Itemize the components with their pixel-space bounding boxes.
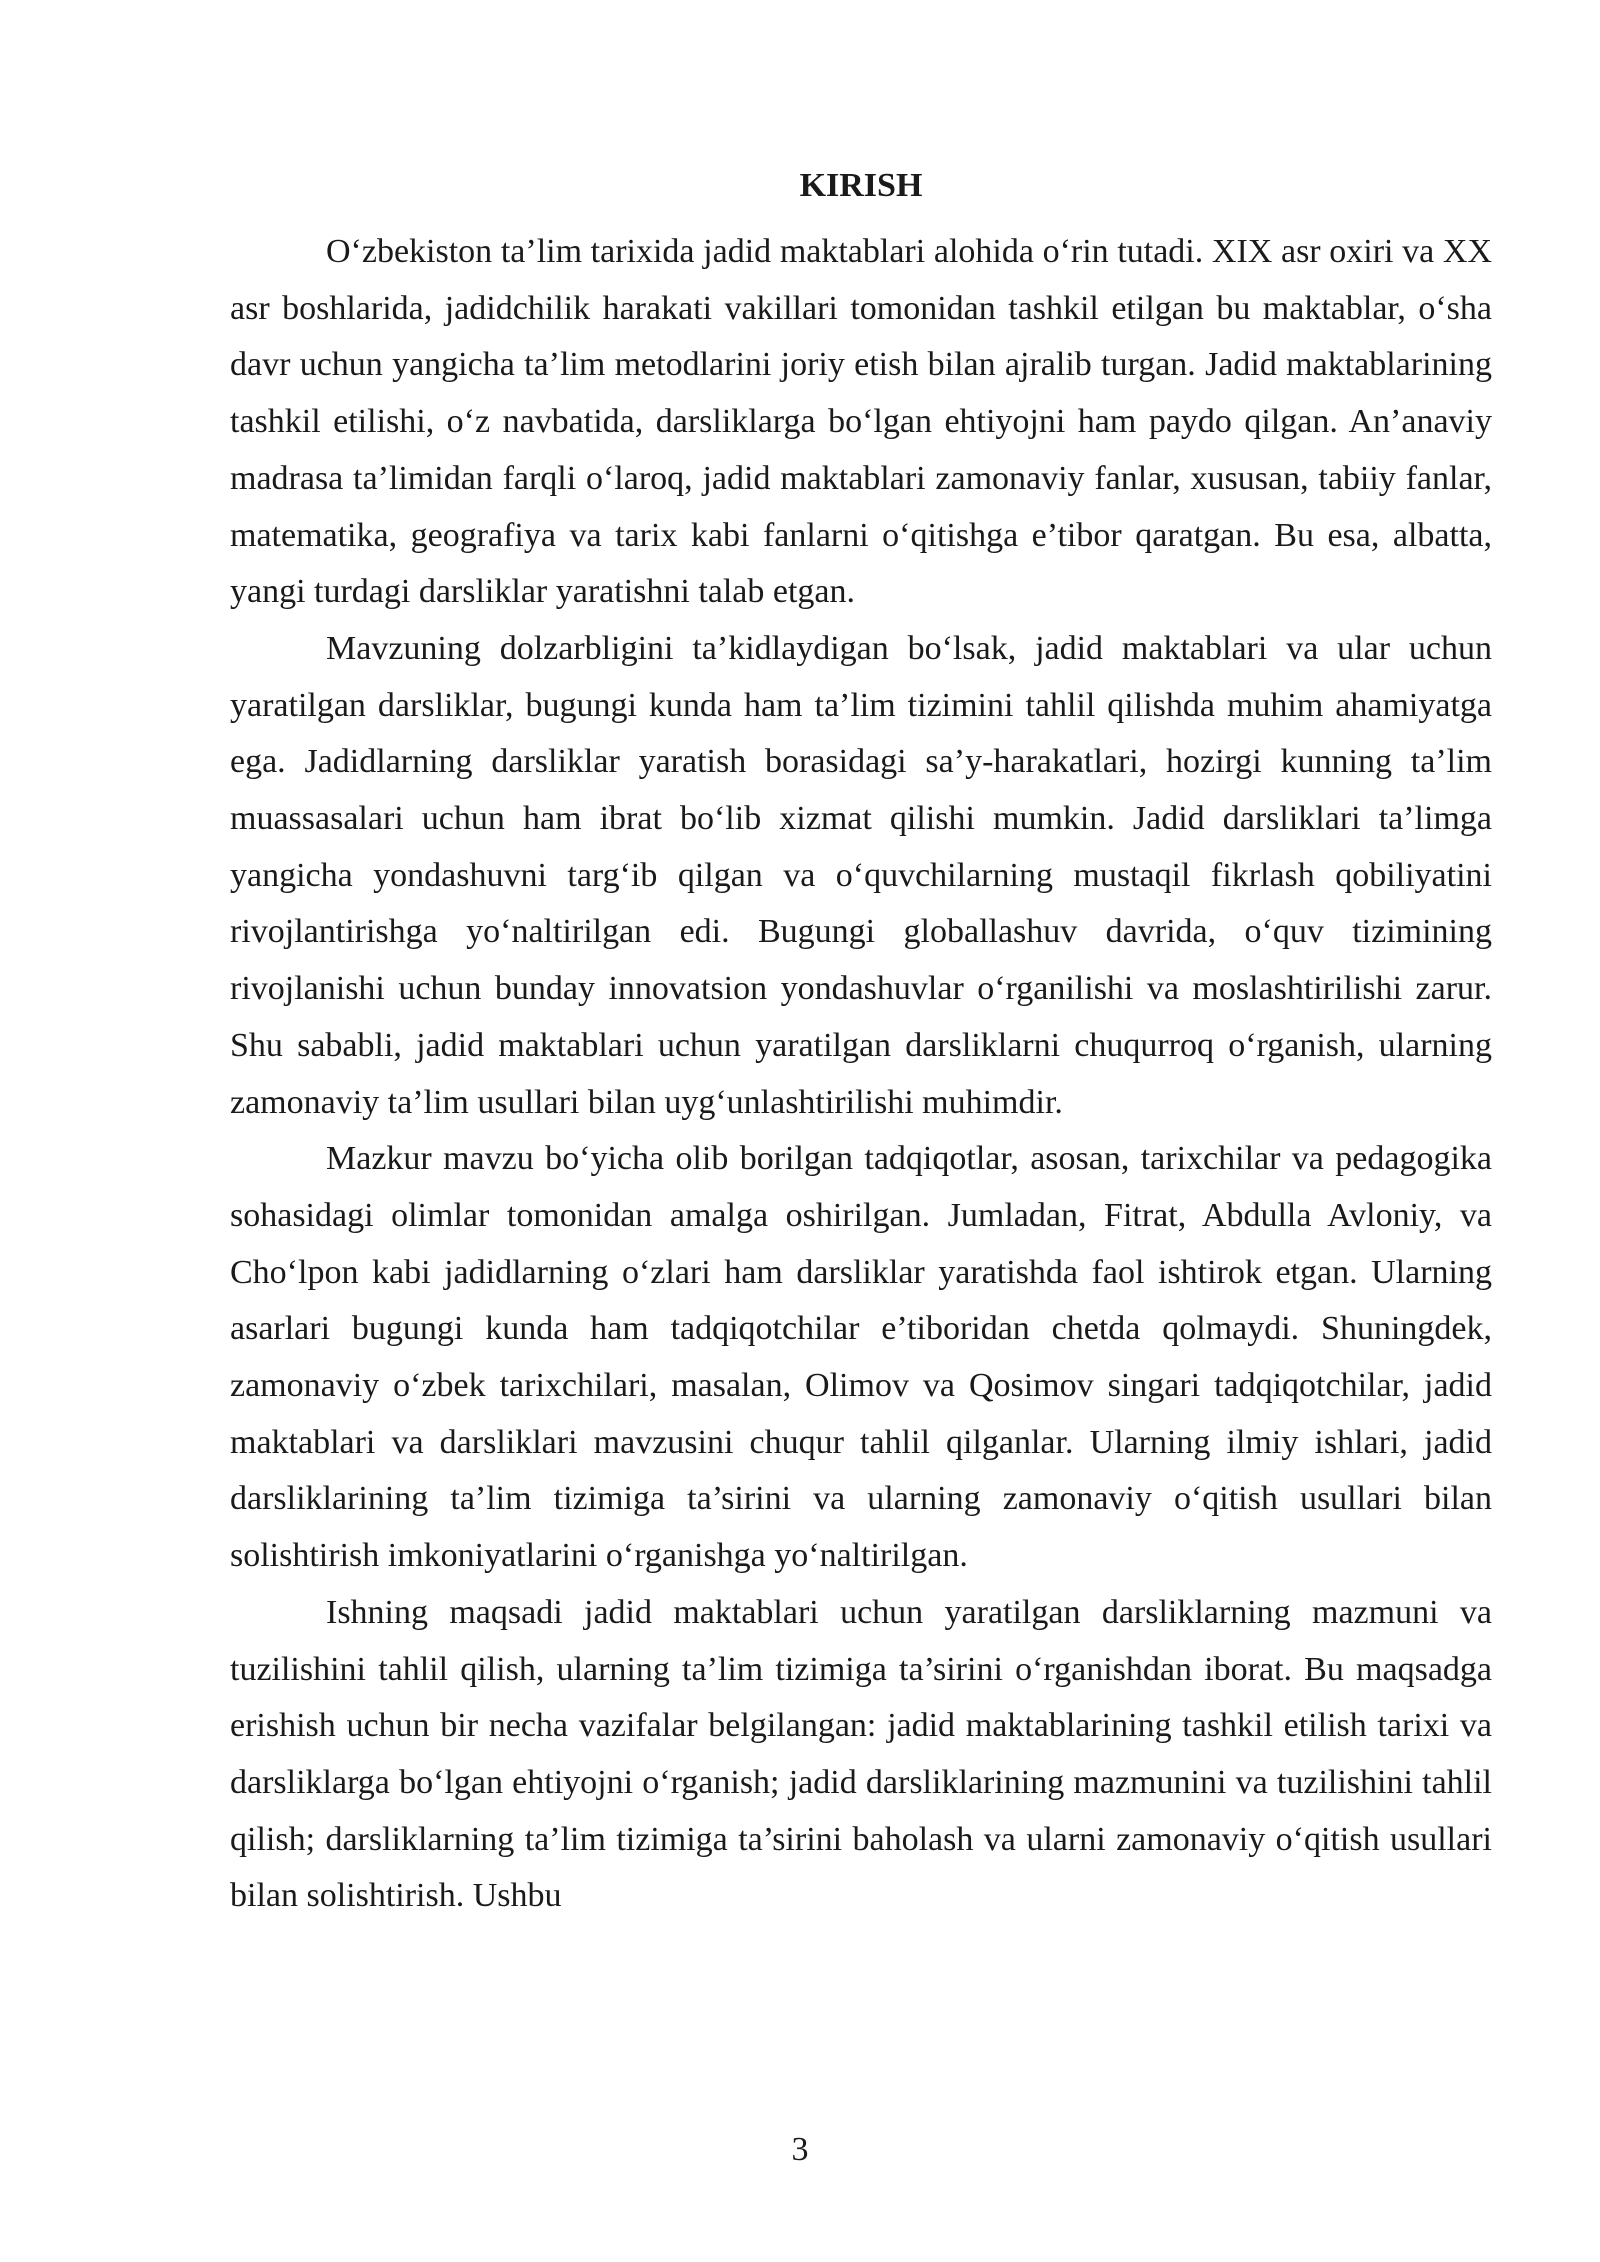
paragraph-1: O‘zbekiston ta’lim tarixida jadid maktablari alohida o‘rin tutadi. XIX asr oxiri va XX asr boshlarida, jadidchilik harakati vakillari tomonidan tashkil etilgan bu maktablar, o‘sha davr uchun yangicha ta’lim metodlarini joriy etish bilan ajralib turgan. Jadid maktablarining tashkil etilishi, o‘z navbatida, darsliklarga bo‘lgan ehtiyojni ham paydo qilgan. An’anaviy madrasa ta’limidan farqli o‘laroq, jadid maktablari zamonaviy fanlar, xususan, tabiiy fanlar, matematika, geografiya va tarix kabi fanlarni o‘qitishga e’tibor qaratgan. Bu esa, albatta, yangi turdagi darsliklar yaratishni talab etgan. (230, 233, 1492, 611)
section-title: KIRISH (799, 167, 923, 204)
page-number: 3 (791, 2131, 809, 2168)
page-content (230, 160, 1492, 1925)
paragraph-4: Ishning maqsadi jadid maktablari uchun yaratilgan darsliklarning mazmuni va tuzilishini tahlil qilish, ularning ta’lim tizimiga ta’sirini o‘rganishdan iborat. Bu maqsadga erishish uchun bir necha vazifalar belgilangan: jadid maktablarining tashkil etilish tarixi va darsliklarga bo‘lgan ehtiyojni o‘rganish; jadid darsliklarining mazmunini va tuzilishini tahlil qilish; darsliklarning ta’lim tizimiga ta’sirini baholash va ularni zamonaviy o‘qitish usullari bilan solishtirish. Ushbu (230, 1593, 1492, 1915)
paragraph-2: Mavzuning dolzarbligini ta’kidlaydigan bo‘lsak, jadid maktablari va ular uchun yaratilgan darsliklar, bugungi kunda ham ta’lim tizimini tahlil qilishda muhim ahamiyatga ega. Jadidlarning darsliklar yaratish borasidagi sa’y-harakatlari, hozirgi kunning ta’lim muassasalari uchun ham ibrat bo‘lib xizmat qilishi mumkin. Jadid darsliklari ta’limga yangicha yondashuvni targ‘ib qilgan va o‘quvchilarning mustaqil fikrlash qobiliyatini rivojlantirishga yo‘naltirilgan edi. Bugungi globallashuv davrida, o‘quv tizimining rivojlanishi uchun bunday innovatsion yondashuvlar o‘rganilishi va moslashtirilishi zarur. Shu sababli, jadid maktablari uchun yaratilgan darsliklarni chuqurroq o‘rganish, ularning zamonaviy ta’lim usullari bilan uyg‘unlashtirilishi muhimdir. (230, 629, 1492, 1121)
paragraph-3: Mazkur mavzu bo‘yicha olib borilgan tadqiqotlar, asosan, tarixchilar va pedagogika sohasidagi olimlar tomonidan amalga oshirilgan. Jumladan, Fitrat, Abdulla Avloniy, va Cho‘lpon kabi jadidlarning o‘zlari ham darsliklar yaratishda faol ishtirok etgan. Ularning asarlari bugungi kunda ham tadqiqotchilar e’tiboridan chetda qolmaydi. Shuningdek, zamonaviy o‘zbek tarixchilari, masalan, Olimov va Qosimov singari tadqiqotchilar, jadid maktablari va darsliklari mavzusini chuqur tahlil qilganlar. Ularning ilmiy ishlari, jadid darsliklarining ta’lim tizimiga ta’sirini va ularning zamonaviy o‘qitish usullari bilan solishtirish imkoniyatlarini o‘rganishga yo‘naltirilgan. (230, 1140, 1492, 1575)
